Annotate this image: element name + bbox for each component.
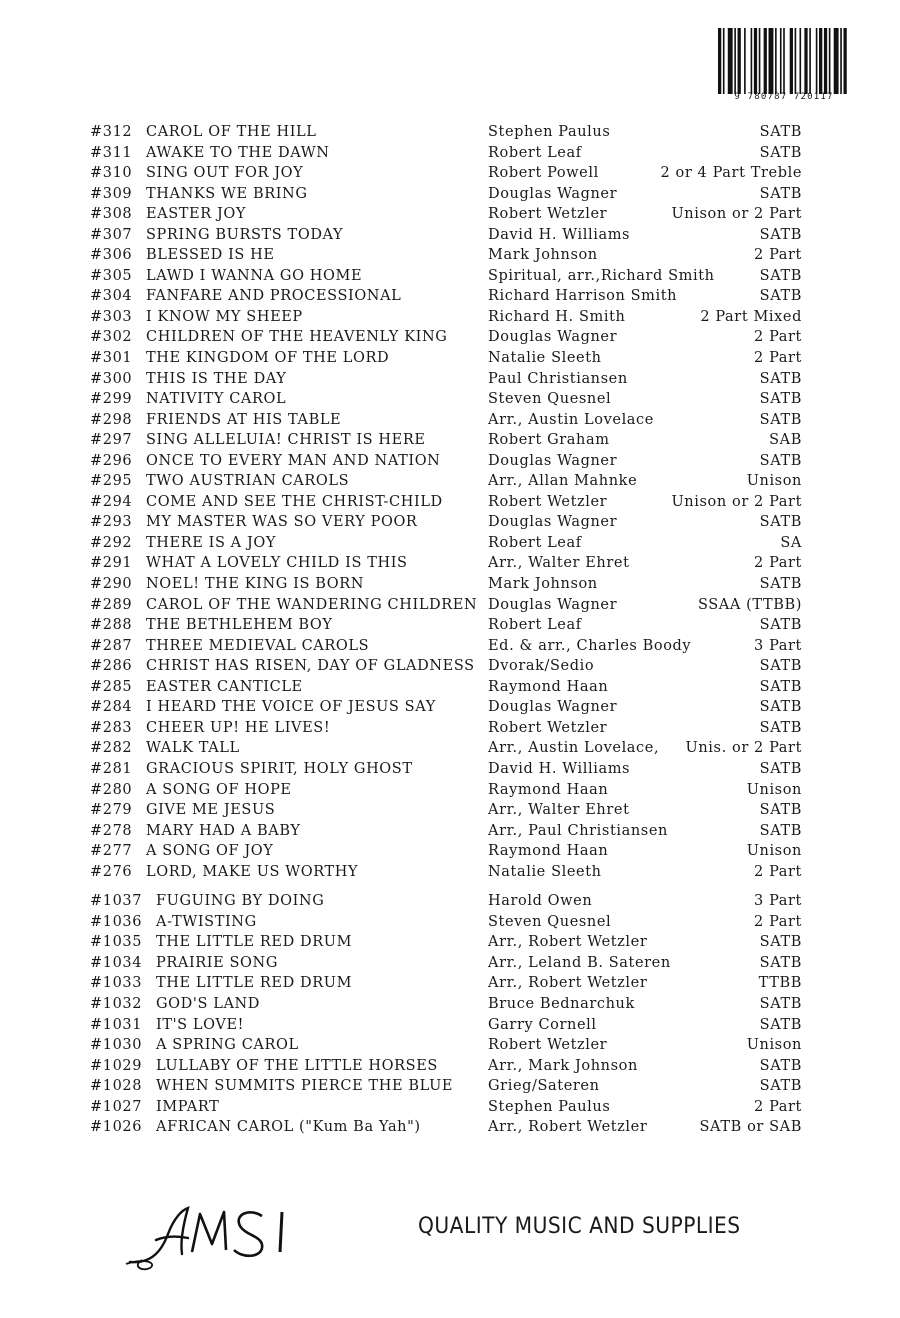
composer: Robert Wetzler (488, 206, 608, 223)
song-title: A SPRING CAROL (156, 1037, 299, 1054)
catalog-row (90, 348, 802, 369)
composer: Steven Quesnel (488, 391, 612, 408)
catalog-row (90, 1117, 802, 1138)
song-title: AWAKE TO THE DAWN (146, 144, 330, 161)
voicing: Unison or 2 Part (671, 206, 802, 223)
catalog-row (90, 615, 802, 636)
voicing: Unison (746, 473, 802, 490)
composer: Robert Wetzler (488, 493, 608, 510)
song-title: SING OUT FOR JOY (146, 165, 304, 182)
composer: Mark Johnson (488, 247, 598, 264)
catalog-row (90, 410, 802, 431)
song-title: I HEARD THE VOICE OF JESUS SAY (146, 699, 436, 716)
voicing: SATB (759, 802, 802, 819)
voicing: SATB (759, 995, 802, 1012)
voicing: SATB (759, 226, 802, 243)
catalog-row (90, 932, 802, 953)
catalog-list (90, 122, 802, 1138)
voicing: SAB (769, 432, 802, 449)
voicing: SATB (759, 954, 802, 971)
catalog-number: #1036 (90, 913, 143, 930)
catalog-number: #277 (90, 843, 133, 860)
composer: Arr., Austin Lovelace (488, 411, 654, 428)
song-title: IMPART (156, 1098, 220, 1115)
composer: Douglas Wagner (488, 596, 618, 613)
catalog-number: #282 (90, 740, 133, 757)
catalog-row (90, 738, 802, 759)
catalog-number: #298 (90, 411, 133, 428)
song-title: ONCE TO EVERY MAN AND NATION (146, 452, 441, 469)
voicing: SATB (759, 514, 802, 531)
composer: Mark Johnson (488, 576, 598, 593)
voicing: TTBB (758, 975, 802, 992)
catalog-number: #312 (90, 124, 133, 140)
catalog-row (90, 225, 802, 246)
catalog-number: #301 (90, 350, 133, 367)
catalog-row (90, 780, 802, 801)
voicing: SATB (759, 658, 802, 675)
catalog-row (90, 533, 802, 554)
composer: Richard Harrison Smith (488, 288, 678, 305)
voicing: SATB (759, 1057, 802, 1074)
voicing: SATB (759, 411, 802, 428)
voicing: SATB (759, 288, 802, 305)
voicing: SATB (759, 760, 802, 777)
catalog-row (90, 512, 802, 533)
voicing: SSAA (TTBB) (697, 596, 802, 613)
catalog-number: #284 (90, 699, 133, 716)
song-title: PRAIRIE SONG (156, 954, 279, 971)
song-title: WALK TALL (146, 740, 240, 757)
composer: Arr., Leland B. Sateren (488, 954, 671, 971)
amsi-logo (122, 1192, 322, 1272)
composer: Arr., Robert Wetzler (488, 1119, 648, 1136)
catalog-number: #287 (90, 637, 133, 654)
composer: Spiritual, arr.,Richard Smith (488, 267, 715, 284)
composer: David H. Williams (488, 226, 631, 243)
song-title: FRIENDS AT HIS TABLE (146, 411, 342, 428)
song-title: GOD'S LAND (156, 995, 261, 1012)
barcode-bars (718, 28, 850, 94)
voicing: SATB (759, 391, 802, 408)
song-title: THE LITTLE RED DRUM (156, 934, 353, 951)
catalog-number: #281 (90, 760, 133, 777)
catalog-number: #285 (90, 678, 133, 695)
song-title: A SONG OF JOY (146, 843, 274, 860)
catalog-number: #1032 (90, 995, 143, 1012)
catalog-row (90, 697, 802, 718)
composer: Natalie Sleeth (488, 863, 602, 880)
voicing: SATB (759, 452, 802, 469)
voicing: Unis. or 2 Part (685, 740, 802, 757)
catalog-number: #305 (90, 267, 133, 284)
composer: David H. Williams (488, 760, 631, 777)
composer: Robert Leaf (488, 144, 582, 161)
catalog-row (90, 800, 802, 821)
voicing: 2 Part (754, 329, 802, 346)
song-title: MY MASTER WAS SO VERY POOR (146, 514, 418, 531)
composer: Garry Cornell (488, 1016, 597, 1033)
song-title: NOEL! THE KING IS BORN (146, 576, 365, 593)
catalog-row (90, 862, 802, 883)
composer: Stephen Paulus (488, 124, 611, 140)
catalog-row (90, 656, 802, 677)
composer: Douglas Wagner (488, 699, 618, 716)
catalog-row (90, 595, 802, 616)
catalog-row (90, 430, 802, 451)
catalog-number: #295 (90, 473, 133, 490)
song-title: SPRING BURSTS TODAY (146, 226, 344, 243)
catalog-row (90, 841, 802, 862)
song-title: THERE IS A JOY (146, 534, 277, 551)
voicing: 3 Part (754, 893, 802, 910)
catalog-number: #302 (90, 329, 133, 346)
voicing: 2 Part Mixed (700, 308, 802, 325)
catalog-number: #310 (90, 165, 133, 182)
composer: Grieg/Sateren (488, 1078, 600, 1095)
song-title: NATIVITY CAROL (146, 391, 287, 408)
song-title: CHILDREN OF THE HEAVENLY KING (146, 329, 448, 346)
song-title: WHEN SUMMITS PIERCE THE BLUE (156, 1078, 454, 1095)
catalog-number: #299 (90, 391, 133, 408)
catalog-number: #1037 (90, 893, 143, 910)
catalog-row (90, 821, 802, 842)
catalog-row (90, 492, 802, 513)
song-title: GIVE ME JESUS (146, 802, 276, 819)
catalog-number: #278 (90, 822, 133, 839)
composer: Douglas Wagner (488, 514, 618, 531)
song-title: FANFARE AND PROCESSIONAL (146, 288, 402, 305)
catalog-row (90, 1035, 802, 1056)
catalog-number: #279 (90, 802, 133, 819)
catalog-number: #296 (90, 452, 133, 469)
catalog-number: #280 (90, 781, 133, 798)
composer: Arr., Walter Ehret (488, 555, 630, 572)
catalog-number: #1026 (90, 1119, 143, 1136)
catalog-number: #293 (90, 514, 133, 531)
song-title: AFRICAN CAROL ("Kum Ba Yah") (156, 1119, 421, 1136)
catalog-section-1000s (90, 891, 802, 1138)
catalog-row (90, 471, 802, 492)
catalog-section-300s (90, 122, 802, 882)
catalog-row (90, 574, 802, 595)
voicing: 3 Part (754, 637, 802, 654)
catalog-number: #300 (90, 370, 133, 387)
song-title: TWO AUSTRIAN CAROLS (146, 473, 350, 490)
catalog-row (90, 1097, 802, 1118)
catalog-row (90, 718, 802, 739)
song-title: CHRIST HAS RISEN, DAY OF GLADNESS (146, 658, 475, 675)
catalog-number: #294 (90, 493, 133, 510)
composer: Robert Powell (488, 165, 599, 182)
voicing: SATB (759, 678, 802, 695)
song-title: BLESSED IS HE (146, 247, 275, 264)
catalog-number: #1035 (90, 934, 143, 951)
catalog-row (90, 266, 802, 287)
catalog-row (90, 912, 802, 933)
catalog-row (90, 1056, 802, 1077)
voicing: 2 Part (754, 1098, 802, 1115)
song-title: WHAT A LOVELY CHILD IS THIS (146, 555, 408, 572)
voicing: Unison (746, 1037, 802, 1054)
song-title: GRACIOUS SPIRIT, HOLY GHOST (146, 760, 413, 777)
voicing: SATB (759, 576, 802, 593)
composer: Arr., Robert Wetzler (488, 975, 648, 992)
composer: Dvorak/Sedio (488, 658, 595, 675)
song-title: EASTER CANTICLE (146, 678, 303, 695)
composer: Douglas Wagner (488, 329, 618, 346)
catalog-number: #1033 (90, 975, 143, 992)
catalog-row (90, 973, 802, 994)
song-title: I KNOW MY SHEEP (146, 308, 303, 325)
catalog-row (90, 122, 802, 143)
song-title: LULLABY OF THE LITTLE HORSES (156, 1057, 438, 1074)
catalog-row (90, 307, 802, 328)
voicing: SATB (759, 267, 802, 284)
song-title: IT'S LOVE! (156, 1016, 245, 1033)
song-title: CAROL OF THE HILL (146, 124, 317, 140)
song-title: MARY HAD A BABY (146, 822, 301, 839)
composer: Natalie Sleeth (488, 350, 602, 367)
composer: Raymond Haan (488, 781, 609, 798)
composer: Raymond Haan (488, 843, 609, 860)
catalog-row (90, 1076, 802, 1097)
voicing: SATB (759, 124, 802, 140)
song-title: LAWD I WANNA GO HOME (146, 267, 363, 284)
voicing: SATB (759, 934, 802, 951)
voicing: SATB (759, 1016, 802, 1033)
voicing: SATB or SAB (699, 1119, 802, 1136)
song-title: A-TWISTING (156, 913, 257, 930)
composer: Richard H. Smith (488, 308, 626, 325)
voicing: 2 Part (754, 913, 802, 930)
song-title: THIS IS THE DAY (146, 370, 287, 387)
song-title: CHEER UP! HE LIVES! (146, 719, 331, 736)
catalog-number: #291 (90, 555, 133, 572)
voicing: Unison (746, 843, 802, 860)
composer: Arr., Mark Johnson (488, 1057, 638, 1074)
catalog-row (90, 184, 802, 205)
voicing: SATB (759, 1078, 802, 1095)
composer: Arr., Allan Mahnke (488, 473, 638, 490)
catalog-row (90, 327, 802, 348)
catalog-number: #307 (90, 226, 133, 243)
barcode (712, 28, 856, 106)
composer: Steven Quesnel (488, 913, 612, 930)
catalog-number: #289 (90, 596, 133, 613)
song-title: CAROL OF THE WANDERING CHILDREN (146, 596, 478, 613)
catalog-number: #303 (90, 308, 133, 325)
catalog-number: #306 (90, 247, 133, 264)
voicing: 2 Part (754, 350, 802, 367)
catalog-row (90, 953, 802, 974)
catalog-number: #1029 (90, 1057, 143, 1074)
catalog-row (90, 163, 802, 184)
voicing: SATB (759, 185, 802, 202)
catalog-number: #1031 (90, 1016, 143, 1033)
composer: Robert Wetzler (488, 1037, 608, 1054)
catalog-number: #311 (90, 144, 133, 161)
catalog-row (90, 1015, 802, 1036)
catalog-number: #1027 (90, 1098, 143, 1115)
composer: Arr., Walter Ehret (488, 802, 630, 819)
catalog-number: #288 (90, 617, 133, 634)
catalog-number: #1028 (90, 1078, 143, 1095)
voicing: 2 Part (754, 863, 802, 880)
song-title: A SONG OF HOPE (146, 781, 292, 798)
composer: Ed. & arr., Charles Boody (488, 637, 692, 654)
composer: Raymond Haan (488, 678, 609, 695)
composer: Harold Owen (488, 893, 593, 910)
composer: Arr., Austin Lovelace, (488, 740, 660, 757)
catalog-number: #290 (90, 576, 133, 593)
song-title: COME AND SEE THE CHRIST-CHILD (146, 493, 443, 510)
song-title: FUGUING BY DOING (156, 893, 325, 910)
composer: Douglas Wagner (488, 185, 618, 202)
song-title: LORD, MAKE US WORTHY (146, 863, 359, 880)
catalog-number: #1034 (90, 954, 143, 971)
song-title: EASTER JOY (146, 206, 247, 223)
voicing: SATB (759, 370, 802, 387)
catalog-row (90, 143, 802, 164)
voicing: 2 Part (754, 555, 802, 572)
catalog-number: #283 (90, 719, 133, 736)
voicing: SA (780, 534, 802, 551)
song-title: THE BETHLEHEM BOY (146, 617, 333, 634)
catalog-row (90, 451, 802, 472)
barcode-digits: 9 780787 720117 (734, 92, 834, 102)
catalog-row (90, 677, 802, 698)
composer: Stephen Paulus (488, 1098, 611, 1115)
voicing: Unison or 2 Part (671, 493, 802, 510)
voicing: SATB (759, 617, 802, 634)
catalog-row (90, 369, 802, 390)
voicing: SATB (759, 699, 802, 716)
song-title: THE KINGDOM OF THE LORD (146, 350, 390, 367)
composer: Robert Wetzler (488, 719, 608, 736)
composer: Arr., Paul Christiansen (488, 822, 668, 839)
composer: Paul Christiansen (488, 370, 628, 387)
voicing: Unison (746, 781, 802, 798)
catalog-row (90, 759, 802, 780)
tagline: QUALITY MUSIC AND SUPPLIES (418, 1214, 741, 1239)
catalog-row (90, 636, 802, 657)
catalog-number: #292 (90, 534, 133, 551)
catalog-number: #297 (90, 432, 133, 449)
song-title: THANKS WE BRING (146, 185, 308, 202)
song-title: THREE MEDIEVAL CAROLS (146, 637, 370, 654)
catalog-number: #309 (90, 185, 133, 202)
catalog-number: #308 (90, 206, 133, 223)
catalog-row (90, 994, 802, 1015)
composer: Robert Leaf (488, 534, 582, 551)
voicing: SATB (759, 144, 802, 161)
catalog-number: #1030 (90, 1037, 143, 1054)
voicing: 2 Part (754, 247, 802, 264)
voicing: SATB (759, 822, 802, 839)
catalog-row (90, 245, 802, 266)
composer: Robert Leaf (488, 617, 582, 634)
voicing: 2 or 4 Part Treble (660, 165, 802, 182)
catalog-number: #304 (90, 288, 133, 305)
voicing: SATB (759, 719, 802, 736)
composer: Arr., Robert Wetzler (488, 934, 648, 951)
composer: Bruce Bednarchuk (488, 995, 635, 1012)
catalog-row (90, 389, 802, 410)
catalog-row (90, 286, 802, 307)
composer: Robert Graham (488, 432, 610, 449)
composer: Douglas Wagner (488, 452, 618, 469)
catalog-number: #276 (90, 863, 133, 880)
catalog-number: #286 (90, 658, 133, 675)
catalog-row (90, 891, 802, 912)
catalog-row (90, 553, 802, 574)
song-title: SING ALLELUIA! CHRIST IS HERE (146, 432, 426, 449)
catalog-row (90, 204, 802, 225)
song-title: THE LITTLE RED DRUM (156, 975, 353, 992)
